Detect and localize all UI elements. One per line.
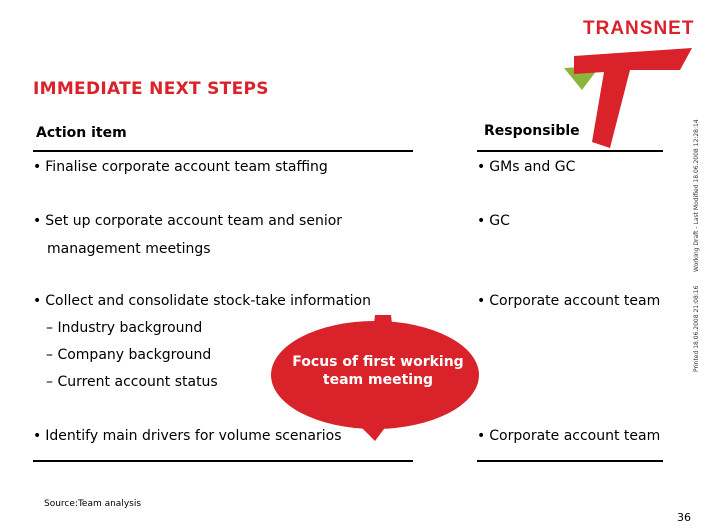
header-rule-left [33, 150, 413, 152]
footer-rule-right [477, 460, 663, 462]
column-header-responsible: Responsible [484, 123, 580, 139]
page-title: IMMEDIATE NEXT STEPS [33, 79, 269, 99]
sub-item: – Industry background [46, 320, 203, 336]
page-number: 36 [677, 511, 691, 524]
action-item: • Set up corporate account team and senior [33, 213, 342, 229]
callout-text: Focus of first working team meeting [292, 354, 464, 388]
action-item-continuation: management meetings [47, 241, 211, 257]
footer-rule-left [33, 460, 413, 462]
logo-wordmark: TRANSNET [583, 18, 695, 39]
responsible-item: • GC [477, 213, 510, 229]
action-item: • Identify main drivers for volume scenarios [33, 428, 342, 444]
responsible-item: • Corporate account team [477, 293, 660, 309]
responsible-item: • GMs and GC [477, 159, 575, 175]
printed-note: Printed 18.06.2008 21:08:16 [693, 285, 700, 372]
source-note: Source:Team analysis [44, 499, 142, 509]
column-header-action: Action item [36, 125, 127, 141]
working-draft-note: Working Draft - Last Modified 18.06.2008 12:28:14 [693, 119, 700, 272]
sub-item: – Current account status [46, 374, 218, 390]
sub-item: – Company background [46, 347, 212, 363]
header-rule-right [477, 150, 663, 152]
responsible-item: • Corporate account team [477, 428, 660, 444]
action-item: • Finalise corporate account team staffing [33, 159, 328, 175]
action-item: • Collect and consolidate stock-take information [33, 293, 371, 309]
